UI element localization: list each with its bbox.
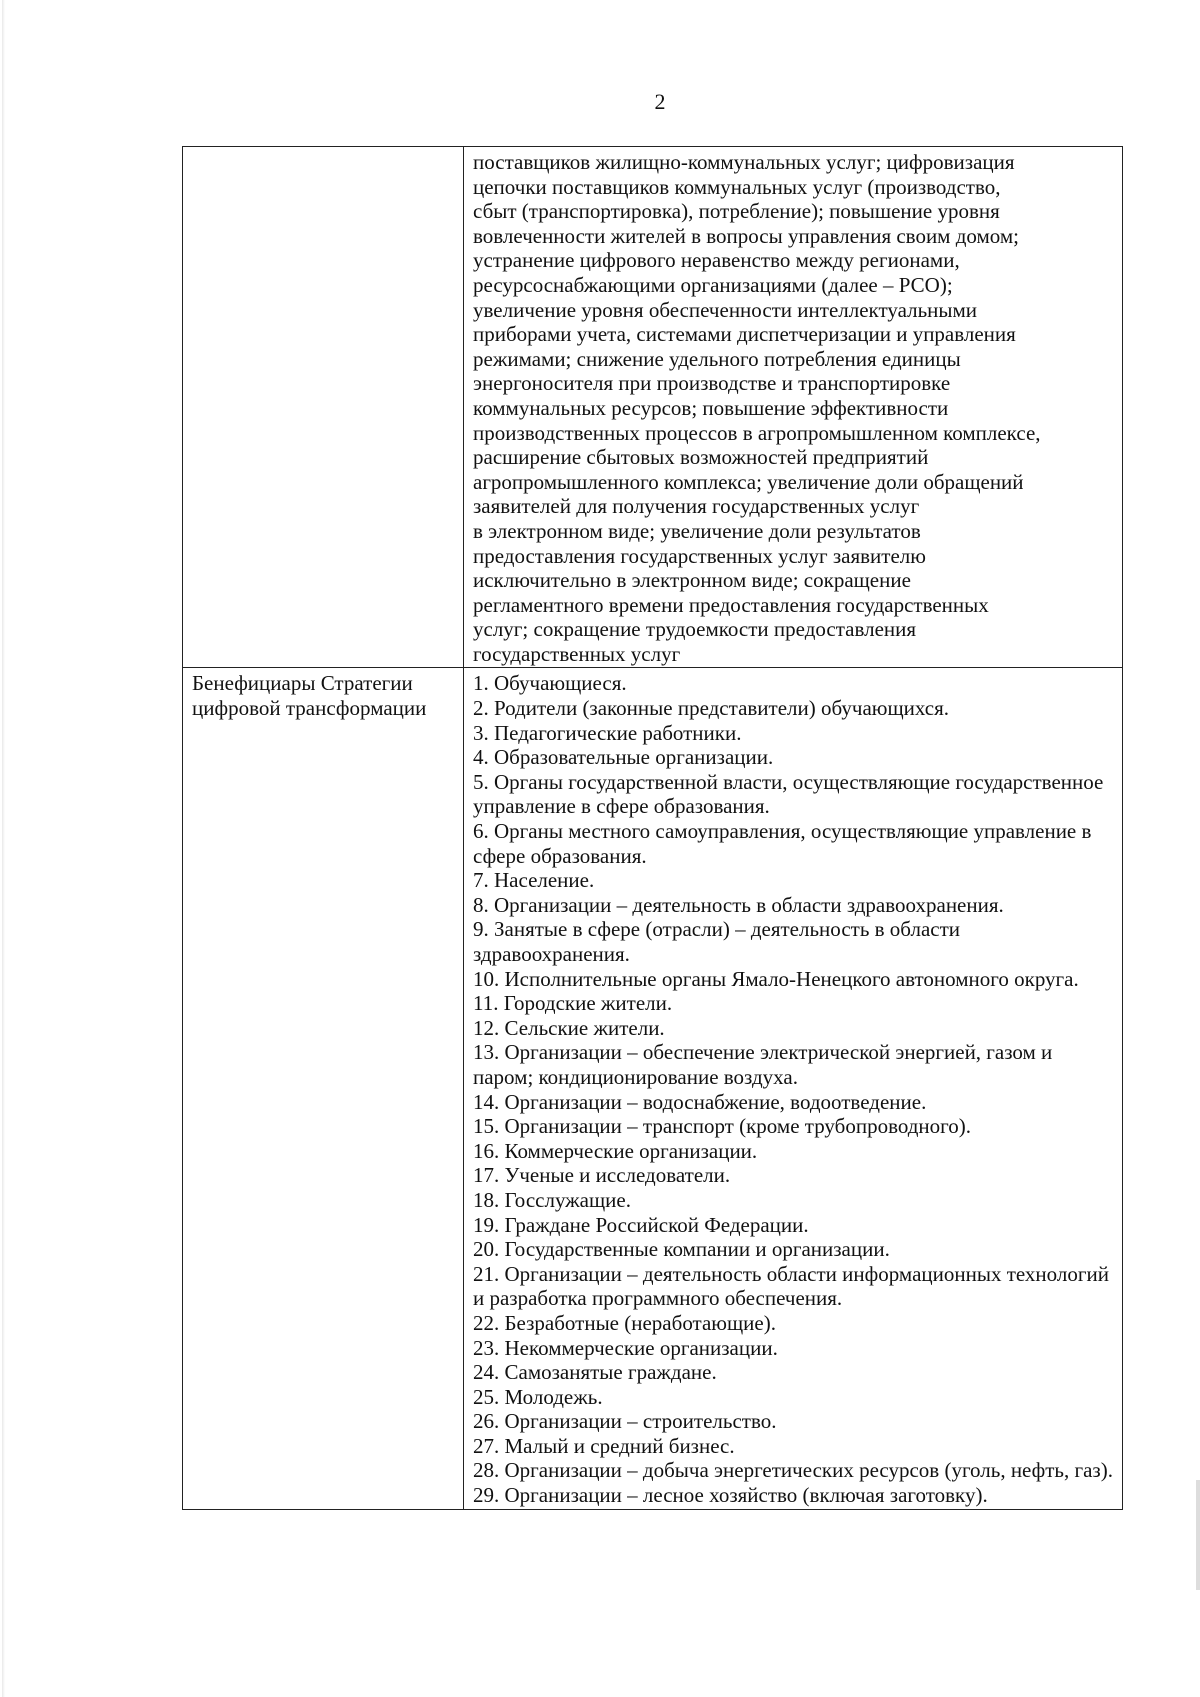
list-item: 28. Организации – добыча энергетических ресурсов (уголь, нефть, газ). [473, 1458, 1113, 1483]
list-item: 7. Население. [473, 868, 595, 893]
list-item: 4. Образовательные организации. [473, 745, 774, 770]
list-item: производственных процессов в агропромышленном комплексе, [473, 420, 1041, 445]
document-table [182, 146, 1123, 1510]
list-item: 2. Родители (законные представители) обучающихся. [473, 696, 949, 721]
list-item: 1. Обучающиеся. [473, 671, 627, 696]
list-item: 17. Ученые и исследователи. [473, 1163, 731, 1188]
list-item: 15. Организации – транспорт (кроме трубопроводного). [473, 1114, 971, 1139]
list-item: 29. Организации – лесное хозяйство (включая заготовку). [473, 1483, 988, 1508]
list-item: расширение сбытовых возможностей предприятий [473, 445, 929, 470]
list-item: вовлеченности жителей в вопросы управления своим домом; [473, 223, 1020, 248]
list-item: устранение цифрового неравенство между регионами, [473, 248, 960, 273]
list-item: 26. Организации – строительство. [473, 1409, 777, 1434]
list-item: увеличение уровня обеспеченности интеллектуальными [473, 297, 978, 322]
list-item: 5. Органы государственной власти, осуществляющие государственное управление в сфере образования. [473, 769, 1104, 819]
list-item: сбыт (транспортировка), потребление); повышение уровня [473, 199, 1000, 224]
scan-edge-shadow [2, 0, 5, 1697]
list-item: регламентного времени предоставления государственных [473, 592, 989, 617]
list-item: 6. Органы местного самоуправления, осуществляющие управление в сфере образования. [473, 819, 1092, 868]
list-item: цепочки поставщиков коммунальных услуг (производство, [473, 174, 1001, 199]
list-item: заявителей для получения государственных услуг [473, 494, 920, 519]
list-item: режимами; снижение удельного потребления единицы [473, 346, 961, 371]
list-item: 9. Занятые в сфере (отрасли) – деятельность в области здравоохранения. [473, 917, 961, 966]
list-item: 24. Самозанятые граждане. [473, 1360, 717, 1385]
row-content-cell [464, 147, 1123, 668]
list-item: исключительно в электронном виде; сокращение [473, 568, 911, 593]
list-item: 21. Организации – деятельность области информационных технологий и разработка программного обеспечения. [473, 1261, 1109, 1311]
list-item: 23. Некоммерческие организации. [473, 1335, 778, 1360]
page-number: 2 [654, 89, 666, 114]
list-item: 18. Госслужащие. [473, 1187, 631, 1212]
list-item: приборами учета, системами диспетчеризации и управления [473, 322, 1016, 347]
list-item: 16. Коммерческие организации. [473, 1138, 758, 1163]
list-item: 25. Молодежь. [473, 1384, 603, 1409]
list-item: предоставления государственных услуг заявителю [473, 543, 926, 568]
list-item: 14. Организации – водоснабжение, водоотведение. [473, 1089, 927, 1114]
list-item: коммунальных ресурсов; повышение эффективности [473, 395, 949, 420]
scan-edge-mark [1196, 1480, 1200, 1590]
table-row [183, 668, 1123, 1509]
table-row [183, 147, 1123, 668]
list-item: 13. Организации – обеспечение электрической энергией, газом и паром; кондиционирование воздуха. [473, 1040, 1053, 1089]
row-label-cell [183, 668, 464, 1509]
list-item: 12. Сельские жители. [473, 1015, 665, 1040]
row-label: Бенефициары Стратегии цифровой трансформации [192, 671, 427, 721]
list-item: 3. Педагогические работники. [473, 720, 742, 745]
list-item: в электронном виде; увеличение доли результатов [473, 518, 921, 543]
list-item: 19. Граждане Российской Федерации. [473, 1212, 809, 1237]
list-item: ресурсоснабжающими организациями (далее – РСО); [473, 272, 953, 297]
list-item: поставщиков жилищно-коммунальных услуг; цифровизация [473, 150, 1015, 174]
list-item: 22. Безработные (неработающие). [473, 1310, 776, 1335]
row-content [473, 150, 1117, 666]
list-item: услуг; сокращение трудоемкости предоставления [473, 617, 917, 642]
list-item: энергоносителя при производстве и транспортировке [473, 371, 951, 396]
row-label-cell [183, 147, 464, 668]
list-item: 20. Государственные компании и организации. [473, 1237, 890, 1262]
list-item: 11. Городские жители. [473, 991, 673, 1016]
beneficiary-list [473, 671, 1117, 1507]
list-item: 27. Малый и средний бизнес. [473, 1433, 735, 1458]
list-item: агропромышленного комплекса; увеличение доли обращений [473, 469, 1024, 494]
list-item: 10. Исполнительные органы Ямало-Ненецкого автономного округа. [473, 966, 1079, 991]
row-content-cell [464, 668, 1123, 1509]
list-item: 8. Организации – деятельность в области здравоохранения. [473, 892, 1004, 917]
list-item: государственных услуг [473, 641, 681, 666]
